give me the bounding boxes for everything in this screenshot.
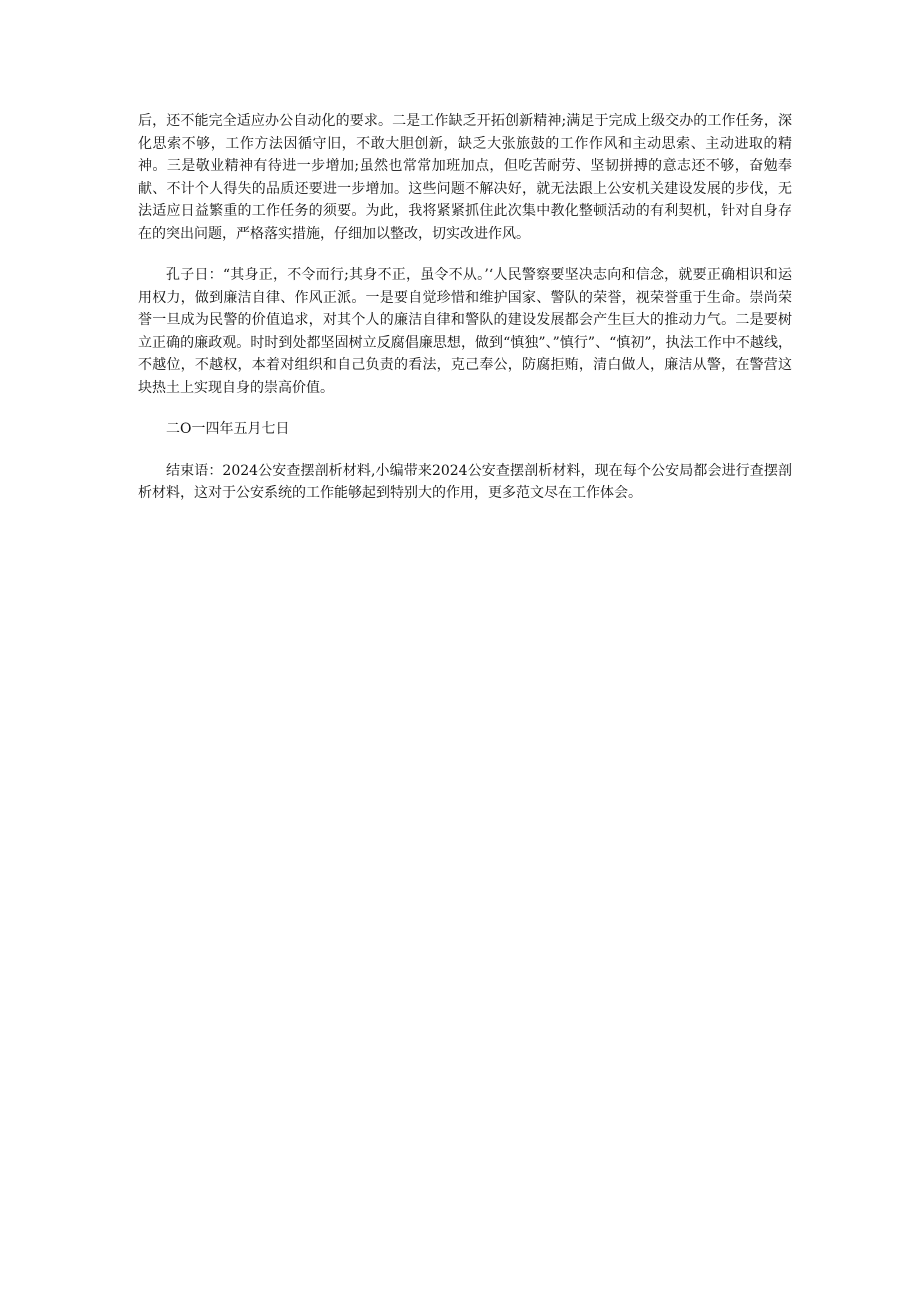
paragraph-date: 二O一四年五月七日 [166, 421, 290, 437]
paragraph-continuation: 后，还不能完全适应办公自动化的要求。二是工作缺乏开拓创新精神;满足于完成上级交办的工作任务，深化思索不够，工作方法因循守旧，不敢大胆创新，缺乏大张旅鼓的工作作风和主动思索、主动进取的精神。三是敬业精神有待进一步增加;虽然也常常加班加点，但吃苦耐劳、坚韧拼搏的意志还不够，奋勉奉献、不计个人得失的品质还要进一步增加。这些问题不解决好，就无法跟上公安机关建设发展的步伐，无法适应日益繁重的工作任务的须要。为此，我将紧紧抓住此次集中教化整顿活动的有利契机，针对自身存在的突出问题，严格落实措施，仔细加以整改，切实改进作风。 [138, 113, 792, 242]
paragraph-conclusion: 结束语：2024公安查摆剖析材料,小编带来2024公安查摆剖析材料，现在每个公安局都会进行查摆剖析材料，这对于公安系统的工作能够起到特别大的作用，更多范文尽在工作体会。 [138, 462, 792, 501]
document-body [138, 110, 792, 524]
paragraph-confucius-quote: 孔子日：“其身正，不令而行;其身不正，虽令不从。’‘人民警察要坚决志向和信念，就要正确相识和运用权力，做到廉洁自律、作风正派。一是要自觉珍惜和维护国家、警队的荣誉，视荣誉重于生命。崇尚荣誉一旦成为民警的价值追求，对其个人的廉洁自律和警队的建设发展都会产生巨大的推动力气。二是要树立正确的廉政观。时时到处都坚固树立反腐倡廉思想，做到“慎独”、”慎行”、“慎初”，执法工作中不越线，不越位，不越权，本着对组织和自己负责的看法，克己奉公，防腐拒贿，清白做人，廉洁从警，在警营这块热土上实现自身的崇高价值。 [138, 267, 792, 396]
